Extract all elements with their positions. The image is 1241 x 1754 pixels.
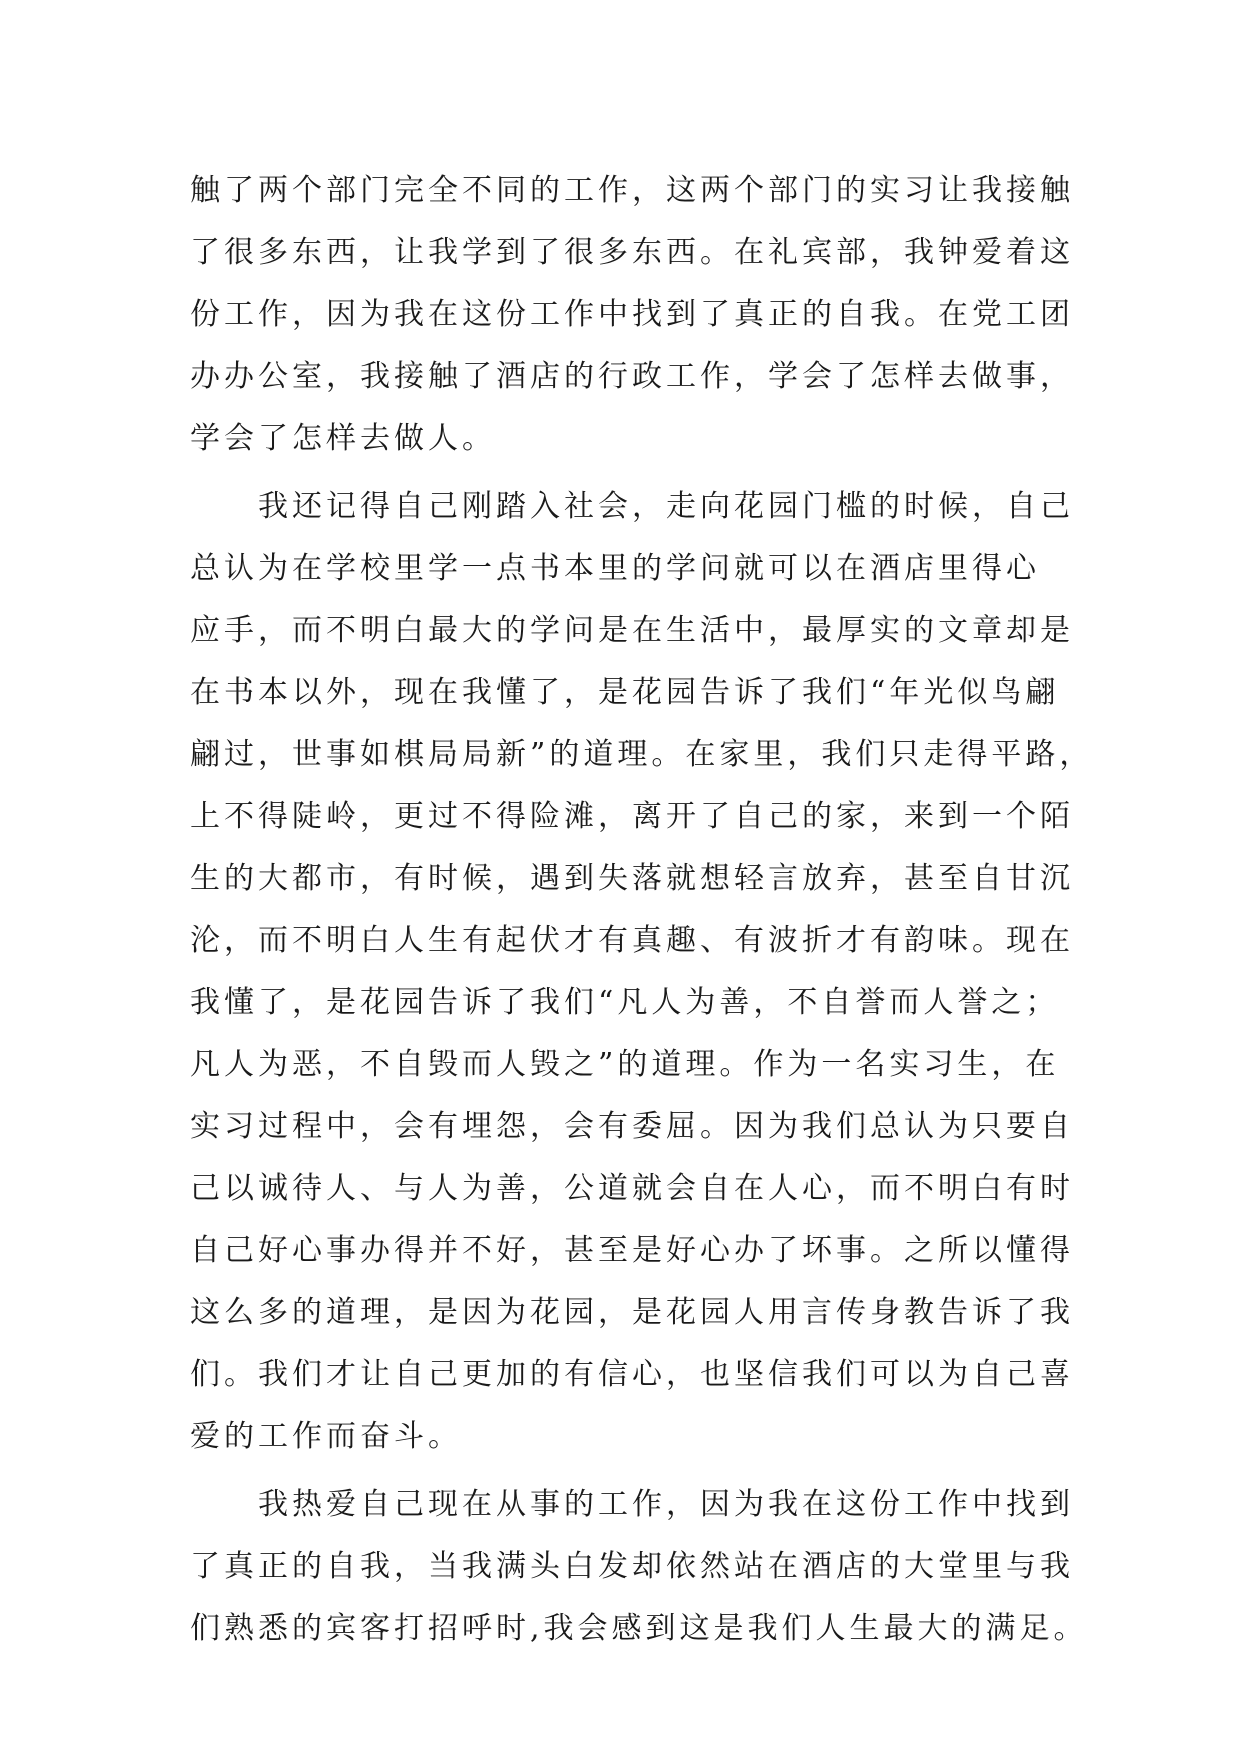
text-line: 总认为在学校里学一点书本里的学问就可以在酒店里得心 bbox=[190, 551, 1040, 586]
text-line: 这么多的道理，是因为花园，是花园人用言传身教告诉了我 bbox=[190, 1295, 1074, 1330]
text-line: 实习过程中，会有埋怨，会有委屈。因为我们总认为只要自 bbox=[190, 1109, 1074, 1144]
text-line: 翩过，世事如棋局局新”的道理。在家里，我们只走得平路， bbox=[190, 737, 1094, 772]
text-line: 己以诚待人、与人为善，公道就会自在人心，而不明白有时 bbox=[190, 1171, 1074, 1206]
text-line: 生的大都市，有时候，遇到失落就想轻言放弃，甚至自甘沉 bbox=[190, 861, 1074, 896]
text-line: 自己好心事办得并不好，甚至是好心办了坏事。之所以懂得 bbox=[190, 1233, 1074, 1268]
text-line: 了很多东西，让我学到了很多东西。在礼宾部，我钟爱着这 bbox=[190, 235, 1074, 270]
text-line: 学会了怎样去做人。 bbox=[190, 421, 496, 456]
text-line: 爱的工作而奋斗。 bbox=[190, 1419, 462, 1454]
text-line: 们。我们才让自己更加的有信心，也坚信我们可以为自己喜 bbox=[190, 1357, 1074, 1392]
text-line: 应手，而不明白最大的学问是在生活中，最厚实的文章却是 bbox=[190, 613, 1074, 648]
text-line: 我热爱自己现在从事的工作，因为我在这份工作中找到 bbox=[258, 1487, 1074, 1522]
document-body bbox=[190, 160, 1094, 1660]
text-line: 了真正的自我，当我满头白发却依然站在酒店的大堂里与我 bbox=[190, 1549, 1074, 1584]
text-line: 沦，而不明白人生有起伏才有真趣、有波折才有韵味。现在 bbox=[190, 923, 1074, 958]
text-line: 触了两个部门完全不同的工作，这两个部门的实习让我接触 bbox=[190, 173, 1074, 208]
text-line: 我懂了，是花园告诉了我们“凡人为善，不自誉而人誉之； bbox=[190, 985, 1060, 1020]
paragraph bbox=[190, 160, 1074, 470]
paragraph bbox=[190, 1474, 1088, 1660]
text-line: 上不得陡岭，更过不得险滩，离开了自己的家，来到一个陌 bbox=[190, 799, 1074, 834]
text-line: 在书本以外，现在我懂了，是花园告诉了我们“年光似鸟翩 bbox=[190, 675, 1060, 710]
text-line: 我还记得自己刚踏入社会，走向花园门槛的时候，自己 bbox=[258, 489, 1074, 524]
text-line: 办办公室，我接触了酒店的行政工作，学会了怎样去做事， bbox=[190, 359, 1074, 394]
text-line: 们熟悉的宾客打招呼时,我会感到这是我们人生最大的满足。 bbox=[190, 1611, 1088, 1646]
text-line: 凡人为恶，不自毁而人毁之”的道理。作为一名实习生，在 bbox=[190, 1047, 1060, 1082]
paragraph bbox=[190, 476, 1094, 1468]
text-line: 份工作，因为我在这份工作中找到了真正的自我。在党工团 bbox=[190, 297, 1074, 332]
